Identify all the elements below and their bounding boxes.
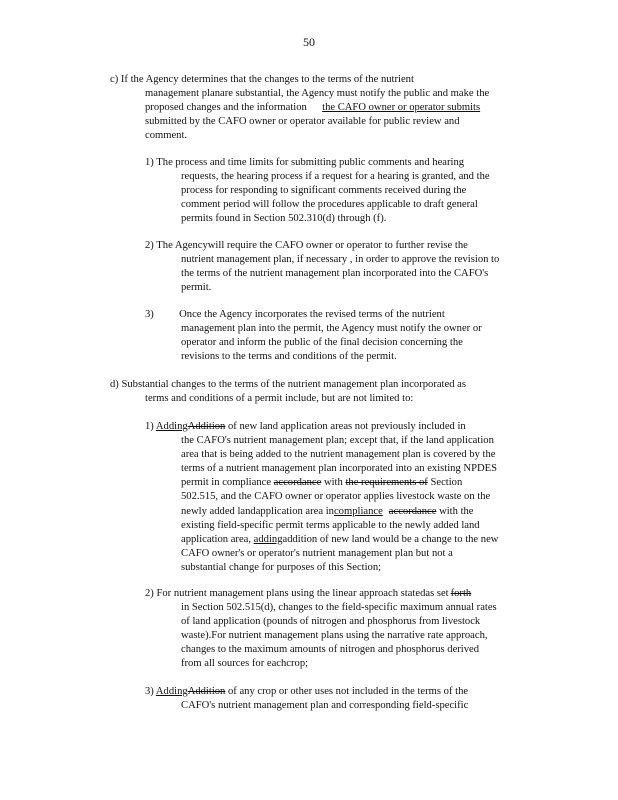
inserted-text: adding (253, 533, 283, 545)
paragraph-label: 3) (145, 309, 154, 320)
paragraph-c2-line: permit. (181, 282, 212, 294)
paragraph-c-text: proposed changes and the information (145, 102, 307, 114)
paragraph-d1-line: the CAFO's nutrient management plan; except that, if the land application (181, 435, 494, 447)
inserted-text: Adding (155, 686, 188, 697)
deleted-text: accordance (273, 477, 322, 489)
paragraph-label: 1) (145, 421, 154, 432)
paragraph-c2 (145, 239, 545, 295)
paragraph-d-text: Substantial changes to the terms of the nutrient management plan incorporated as (121, 379, 466, 390)
paragraph-d1-line: terms of a nutrient management plan incorporated into an existing NPDES (181, 463, 497, 475)
deleted-text: accordance (388, 505, 437, 517)
paragraph-d1-line (145, 533, 545, 547)
paragraph-c3-text: Once the Agency incorporates the revised terms of the nutrient (179, 309, 445, 320)
page-number: 50 (303, 35, 315, 49)
paragraph-c1-line: process for responding to significant comments received during the (181, 185, 467, 197)
paragraph-label: 3) (145, 686, 154, 697)
paragraph-c1 (145, 156, 545, 226)
paragraph-c1-line: requests, the hearing process if a request for a hearing is granted, and the (181, 171, 490, 183)
paragraph-d-line (110, 378, 550, 392)
paragraph-label: 1) (145, 157, 154, 168)
paragraph-c1-line: permits found in Section 502.310(d) through (f). (181, 213, 387, 225)
deleted-text: Addition (187, 421, 226, 432)
paragraph-d2-line: from all sources for eachcrop; (181, 658, 309, 670)
paragraph-c-line (110, 101, 550, 115)
paragraph-d1-line (145, 505, 545, 519)
paragraph-d2-line (145, 587, 545, 601)
paragraph-d1-line (145, 420, 545, 434)
paragraph-d3-text: of any crop or other uses not included in the terms of the (225, 686, 469, 697)
inserted-text: the CAFO owner or operator submits (322, 102, 481, 114)
paragraph-c3-line: management plan into the permit, the Agency must notify the owner or (181, 323, 482, 335)
paragraph-d2-line: waste).For nutrient management plans using the narrative rate approach, (181, 630, 488, 642)
paragraph-c3-line: operator and inform the public of the final decision concerning the (181, 337, 463, 349)
paragraph-d2-line: in Section 502.515(d), changes to the field-specific maximum annual rates (181, 602, 497, 614)
paragraph-label: d) (110, 379, 119, 390)
paragraph-d1-text: permit in compliance (181, 477, 274, 489)
paragraph-d2 (145, 587, 545, 672)
paragraph-c2-text: The Agencywill require the CAFO owner or operator to further revise the (156, 240, 468, 251)
paragraph-c-line: comment. (145, 130, 188, 142)
paragraph-c1-line: comment period will follow the procedures applicable to draft general (181, 199, 478, 211)
paragraph-d-line: terms and conditions of a permit include, but are not limited to: (145, 393, 414, 405)
deleted-text: the requirements of (345, 477, 428, 489)
paragraph-label: c) (110, 74, 119, 85)
paragraph-d1-line (145, 476, 545, 490)
paragraph-d1-line: area that is being added to the nutrient management plan is covered by the (181, 449, 496, 461)
paragraph-c3-line: revisions to the terms and conditions of the permit. (181, 351, 397, 363)
paragraph-d1-text: with (321, 477, 346, 489)
paragraph-d1-line: CAFO owner's or operator's nutrient management plan but not a (181, 547, 453, 559)
paragraph-d2-text: For nutrient management plans using the linear approach statedas set (156, 588, 449, 599)
paragraph-c1-text: The process and time limits for submitting public comments and hearing (156, 157, 465, 168)
paragraph-d3-line: CAFO's nutrient management plan and corresponding field-specific (181, 700, 469, 712)
paragraph-c3 (145, 308, 545, 364)
paragraph-d3 (145, 685, 545, 713)
paragraph-d1-text: application area, (181, 533, 254, 545)
deleted-text: forth (450, 588, 472, 599)
paragraph-d1-text: addition of new land would be a change to the new (282, 533, 499, 545)
paragraph-d1-text: with the (436, 505, 474, 517)
paragraph-c2-line: the terms of the nutrient management plan incorporated into the CAFO's (181, 268, 489, 280)
paragraph-c2-line: nutrient management plan, if necessary , in order to approve the revision to (181, 254, 500, 266)
paragraph-c-line (110, 73, 550, 87)
paragraph-d1-text: of new land application areas not previously included in (225, 421, 466, 432)
paragraph-c-line: management planare substantial, the Agency must notify the public and make the (145, 88, 490, 100)
paragraph-c2-line (145, 239, 545, 253)
paragraph-d1-line: 502.515, and the CAFO owner or operator applies livestock waste on the (181, 491, 491, 503)
paragraph-label: 2) (145, 588, 154, 599)
paragraph-d1-line: existing field-specific permit terms applicable to the newly added land (181, 519, 480, 531)
paragraph-c-text: If the Agency determines that the changes to the terms of the nutrient (120, 74, 414, 85)
paragraph-d (110, 378, 550, 406)
paragraph-c-line: submitted by the CAFO owner or operator available for public review and (145, 116, 460, 128)
inserted-text: Adding (155, 421, 188, 432)
inserted-text: compliance (333, 505, 383, 517)
paragraph-d2-line: of land application (pounds of nitrogen and phosphorus from livestock (181, 616, 481, 628)
paragraph-d1-text: newly added landapplication area in (181, 505, 334, 517)
paragraph-d2-line: changes to the maximum amounts of nitrogen and phosphorus derived (181, 644, 480, 656)
paragraph-d1-text: Section (427, 477, 463, 489)
paragraph-d1-line: substantial change for purposes of this Section; (181, 561, 382, 573)
paragraph-c (110, 73, 550, 143)
paragraph-c3-line (145, 308, 545, 322)
paragraph-d1 (145, 420, 545, 575)
paragraph-label: 2) (145, 240, 154, 251)
deleted-text: Addition (187, 686, 226, 697)
paragraph-d3-line (145, 685, 545, 699)
paragraph-c1-line (145, 156, 545, 170)
